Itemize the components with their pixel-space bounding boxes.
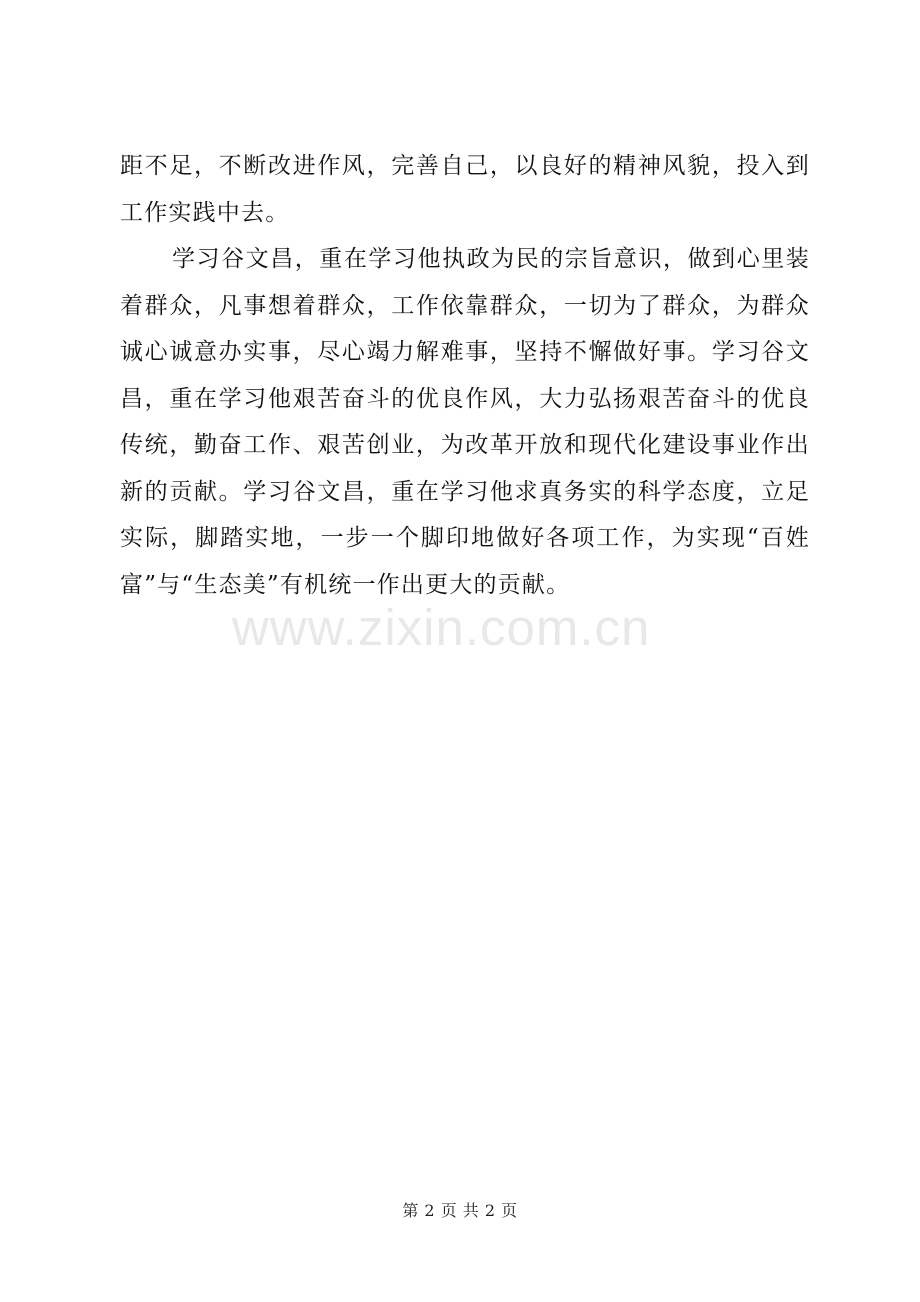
text-line: 富”与“生态美”有机统一作出更大的贡献。 [120, 571, 571, 598]
text-line: 着群众，凡事想着群众，工作依靠群众，一切为了群众，为群众 [120, 292, 810, 319]
text-line: 传统，勤奋工作、艰苦创业，为改革开放和现代化建设事业作出 [120, 432, 810, 458]
text-line: 诚心诚意办实事，尽心竭力解难事，坚持不懈做好事。学习谷文 [120, 339, 810, 365]
text-line: 新的贡献。学习谷文昌，重在学习他求真务实的科学态度，立足 [120, 478, 810, 505]
text-line: 距不足，不断改进作风，完善自己，以良好的精神风貌，投入到 [120, 153, 810, 179]
watermark: www.zixin.com.cn [232, 599, 651, 656]
page-footer: 第 2 页 共 2 页 [402, 1201, 518, 1220]
paragraph-first-line: 学习谷文昌，重在学习他执政为民的宗旨意识，做到心里装 [172, 246, 810, 272]
text-line: 昌，重在学习他艰苦奋斗的优良作风，大力弘扬艰苦奋斗的优良 [120, 385, 810, 412]
document-body [120, 143, 810, 608]
text-line: 实际，脚踏实地，一步一个脚印地做好各项工作，为实现“百姓 [120, 525, 810, 551]
text-line: 工作实践中去。 [120, 199, 290, 226]
